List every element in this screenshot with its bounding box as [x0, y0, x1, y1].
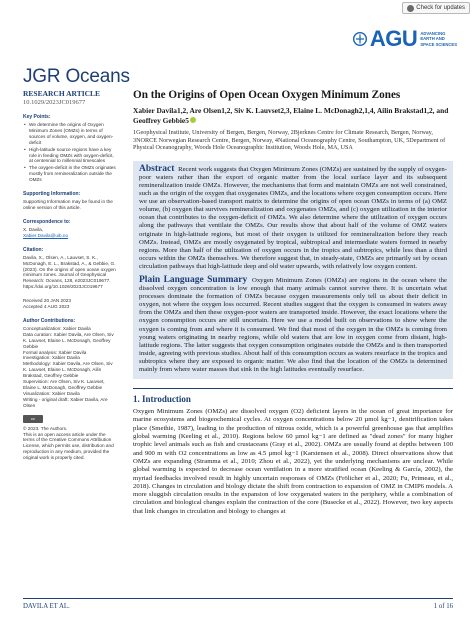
agu-logo[interactable] [353, 26, 457, 52]
article-title: On the Origins of Open Ocean Oxygen Minimum Zones [133, 89, 401, 101]
agu-tagline [420, 31, 457, 47]
key-point: • The oxygen-deficit in the OMZs originates mostly from remineralization outside the OMZs [23, 165, 116, 183]
journal-name: JGR Oceans [23, 66, 130, 87]
sidebar [23, 89, 116, 461]
agu-globe-icon [353, 32, 367, 46]
article-main [133, 89, 453, 516]
affiliations: 1Geophysical Institute, University of Bergen, Bergen, Norway, 2Bjerknes Centre for Climate Research, Bergen, Norway, 3NORCE Norwegian Research Centre, Bergen, Norway, 4National Oceanography Centre, Southampton, UK, 5Department of Physical Oceanography, Woods Hole Oceanographic Institution, Woods Hole, MA, USA [133, 129, 446, 152]
key-point: • High-latitude source regions have a key role in feeding OMZs with oxygen-deficit, at centennial to millennial timescales [23, 147, 116, 165]
authors-text: Xabier Davila1,2, Are Olsen1,2, Siv K. Lauvset2,3, Elaine L. McDonagh2,1,4, Ailin Brakstad1,2, and Geoffrey Gebbie5 [133, 106, 449, 125]
abstract-heading: Abstract [139, 163, 175, 174]
page-footer [23, 598, 453, 610]
abstract [139, 165, 447, 271]
page-number: 1 of 16 [433, 603, 453, 610]
supporting-info-text: Supporting Information may be found in the online version of this article. [23, 199, 113, 210]
pls-text: Oxygen Minimum Zones (OMZs) are regions in the ocean where the dissolved oxygen concentration is low enough that many animals cannot survive there. It is uncertain what processes dominate the formation of OMZs because oxygen measurements only tell us about their deficit in oxygen, not where the oxygen loss occurred. Recent studies suggest that the oxygen is consumed in waters away from the OMZs and then these oxygen-poor waters are transported inside. However, the exact locations where the oxygen consumption occurs are still uncertain. Here we use a model built on observations to show where the oxygen is coming from and where it is consumed. We find that most of the oxygen in the OMZs is coming from young waters originating in nearby regions, while old waters that are low in oxygen come from distant, high-latitude regions. The latter suggests that oxygen consumption originates outside the OMZs and is then transported inside, agreeing with previous studies. About half of this consumption occurs as waters resurface in the tropics and subtropics where they are exposed to organic matter. We also find that the location of the OMZs is determined mainly from where water masses that sink in the high latitudes eventually resurface. [139, 277, 447, 374]
copyright: © 2023. The Authors. [23, 425, 68, 431]
contribution-item: Supervision: Are Olsen, Siv K. Lauvset, Elaine L. McDonagh, Geoffrey Gebbie [23, 379, 105, 390]
abstract-text: Recent work suggests that Oxygen Minimum Zones (OMZs) are sustained by the supply of oxygen-poor waters rather than the export of organic matter from the local surface layer and its subsequent remineralization inside OMZs. However, the mechanisms that form and maintain OMZs are not well constrained, such as the origin of the oxygen that oxygenates OMZs, and the locations where oxygen consumption occurs. Here we use an observation-based transport matrix to determine the origins of open ocean OMZs in terms of (a) OMZ volume, (b) oxygen that survives remineralization and oxygenates OMZs, and (c) oxygen utilization in the interior ocean that contributes to the oxygen-deficit of OMZs. We also determine where the utilization of oxygen occurs along the pathways that ventilate the OMZs. Our results show that about half of the volume of OMZ waters originate in high-latitude regions, but most of their oxygen is utilized for remineralization before they reach OMZs. Instead, OMZs are mostly oxygenated by tropical, subtropical and intermediate waters formed in nearby regions. More than half of the utilization of oxygen occurs in the tropics and subtropics, while less than a third occurs within the OMZs themselves. We therefore suggest that, in steady-state, OMZs are primarily set by ocean circulation pathways that high-latitude deep and old water upwards, with relatively low oxygen content. [139, 165, 448, 270]
contribution-item: Data curation: Xabier Davila, Are Olsen, Siv K. Lauvset, Elaine L. McDonagh, Geoffrey Gebbie [23, 331, 114, 349]
check-for-updates-button[interactable] [402, 2, 470, 14]
cc-license-badge[interactable]: cc [23, 415, 43, 423]
citation-heading: Citation: [23, 246, 44, 253]
contribution-item: Formal analysis: Xabier Davila [23, 349, 87, 355]
license-text: This is an open access article under the terms of the Creative Commons Attribution License, which permits use, distribution and reproduction in any medium, provided the original work is properly cited. [23, 431, 114, 461]
abstract-box [133, 161, 453, 379]
section-divider [133, 388, 453, 389]
footer-authors: DAVILA ET AL. [23, 603, 70, 610]
doi[interactable]: 10.1029/2023JC019677 [23, 99, 86, 106]
key-points-list [23, 122, 116, 183]
introduction-text: Oxygen Minimum Zones (OMZs) are dissolved oxygen (O2) deficient layers in the ocean of great importance for marine ecosystems and biogeochemical cycles. At oxygen concentrations below 20 µmol kg−1, denitrification takes place (Smethie, 1987), leading to the production of nitrous oxide, which is a powerful greenhouse gas that amplifies global warming (Keeling et al., 2010). Regions below 60 µmol kg−1 are defined as "dead zones" for many higher trophic level animals such as fish and crustaceans (Gray et al., 2002). OMZs are usually found at depths between 100 and 900 m with O2 concentrations as low as 4.5 µmol kg−1 (Karstensen et al., 2008). Direct observations show that OMZs are expanding (Stramma et al., 2010; Zhou et al., 2022), yet the underlying mechanisms are unclear. While global warming is expected to decrease ocean ventilation in a more stratified ocean (Keeling & García, 2002), the myriad feedbacks involved result in highly uncertain responses of OMZs (Frölicher et al., 2020; Fu, Primeau, et al., 2018). Changes in circulation and biology dictate the shift from contraction to expansion of OMZ in CMIP6 models. A more sluggish circulation results in the expansion of low oxygenated waters in the periphery, while a combination of circulation and biological changes explain the contraction of the core (Busecke et al., 2022). However, two key aspects that link changes in circulation and biology to changes at [133, 408, 453, 515]
correspondence-heading: Correspondence to: [23, 218, 71, 225]
agu-tagline-line: EARTH AND [420, 36, 445, 42]
article-type: RESEARCH ARTICLE [23, 89, 101, 98]
accepted-date: Accepted 4 AUG 2023 [23, 304, 70, 310]
orcid-icon[interactable] [190, 117, 196, 123]
correspondence-email-link[interactable]: Xabier.Davila@uib.no [23, 232, 69, 238]
section-heading-introduction: 1. Introduction [133, 394, 191, 405]
received-date: Received 20 JAN 2023 [23, 298, 71, 304]
plain-language-summary [139, 276, 447, 374]
correspondence-name: X. Davila, [23, 226, 44, 232]
agu-tagline-line: SPACE SCIENCES [420, 41, 457, 47]
contribution-item: Visualization: Xabier Davila [23, 390, 80, 396]
check-for-updates-label: Check for updates [416, 5, 465, 11]
citation-text: Davila, X., Olsen, A., Lauvset, S. K., McDonagh, E. L., Brakstad, A., & Gebbie, G. (2023). On the origins of open ocean oxygen minimum zones. Journal of Geophysical Research: Oceans, 128, e2023JC019677. https://doi.org/10.1029/2023JC019677 [23, 254, 116, 290]
key-point: • We determine the origins of Oxygen Minimum Zones (OMZs) in terms of sources of volume, oxygen, and oxygen-deficit [23, 122, 116, 146]
author-list [133, 106, 453, 126]
contribution-item: Investigation: Xabier Davila [23, 355, 80, 361]
agu-logo-text: AGU [369, 26, 418, 51]
key-points-heading: Key Points: [23, 114, 51, 120]
pls-heading: Plain Language Summary [139, 275, 248, 285]
contribution-item: Methodology: Xabier Davila, Are Olsen, Siv K. Lauvset, Elaine L. McDonagh, Ailin Brakstad, Geoffrey Gebbie [23, 361, 113, 379]
contribution-item: Conceptualization: Xabier Davila [23, 325, 91, 331]
agu-tagline-line: ADVANCING [420, 31, 446, 37]
contribution-item: Writing - original draft: Xabier Davila, Are Olsen [23, 396, 108, 408]
supporting-info-heading: Supporting Information: [23, 191, 81, 198]
contributions-heading: Author Contributions: [23, 317, 76, 324]
updates-icon [407, 5, 414, 12]
